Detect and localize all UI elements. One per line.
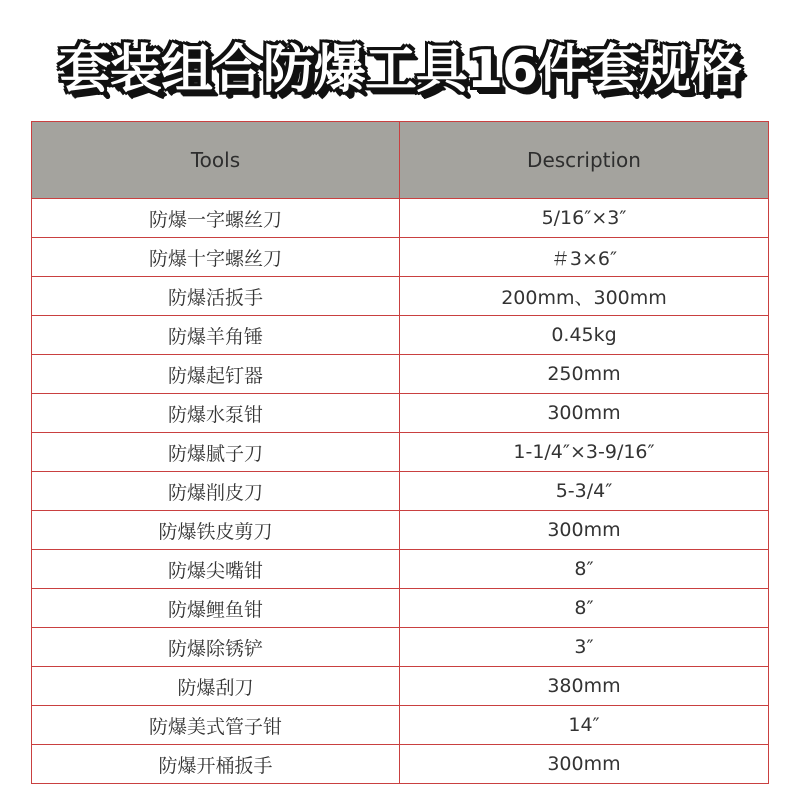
description-cell: 5-3/4″: [400, 472, 769, 511]
tool-name-cell: 防爆美式管子钳: [32, 706, 400, 745]
tool-name-cell: 防爆羊角锤: [32, 316, 400, 355]
description-cell: 250mm: [400, 355, 769, 394]
tool-name-cell: 防爆开桶扳手: [32, 745, 400, 784]
description-cell: 300mm: [400, 745, 769, 784]
tool-name-cell: 防爆起钉器: [32, 355, 400, 394]
description-cell: 300mm: [400, 394, 769, 433]
spec-table: [31, 121, 769, 784]
tool-name-cell: 防爆鲤鱼钳: [32, 589, 400, 628]
table-row: [32, 238, 769, 277]
table-row: [32, 472, 769, 511]
table-row: [32, 277, 769, 316]
description-cell: 380mm: [400, 667, 769, 706]
description-cell: 14″: [400, 706, 769, 745]
header-description: Description: [400, 122, 769, 199]
table-row: [32, 511, 769, 550]
description-cell: 1-1/4″×3-9/16″: [400, 433, 769, 472]
tool-name-cell: 防爆削皮刀: [32, 472, 400, 511]
table-row: [32, 628, 769, 667]
table-row: [32, 745, 769, 784]
description-cell: 0.45kg: [400, 316, 769, 355]
description-cell: 200mm、300mm: [400, 277, 769, 316]
tool-name-cell: 防爆水泵钳: [32, 394, 400, 433]
tool-name-cell: 防爆铁皮剪刀: [32, 511, 400, 550]
tool-name-cell: 防爆除锈铲: [32, 628, 400, 667]
table-row: [32, 199, 769, 238]
description-cell: ＃3×6″: [400, 238, 769, 277]
tool-name-cell: 防爆一字螺丝刀: [32, 199, 400, 238]
table-row: [32, 355, 769, 394]
header-tools: Tools: [32, 122, 400, 199]
description-cell: 8″: [400, 589, 769, 628]
table-row: [32, 667, 769, 706]
tool-name-cell: 防爆十字螺丝刀: [32, 238, 400, 277]
tool-name-cell: 防爆活扳手: [32, 277, 400, 316]
description-cell: 8″: [400, 550, 769, 589]
table-row: [32, 394, 769, 433]
table-row: [32, 433, 769, 472]
table-row: [32, 706, 769, 745]
table-header-row: [32, 122, 769, 199]
page-title: 套装组合防爆工具16件套规格: [58, 39, 742, 100]
table-row: [32, 589, 769, 628]
tool-name-cell: 防爆刮刀: [32, 667, 400, 706]
description-cell: 300mm: [400, 511, 769, 550]
tool-name-cell: 防爆腻子刀: [32, 433, 400, 472]
description-cell: 5/16″×3″: [400, 199, 769, 238]
table-row: [32, 550, 769, 589]
description-cell: 3″: [400, 628, 769, 667]
tool-name-cell: 防爆尖嘴钳: [32, 550, 400, 589]
table-row: [32, 316, 769, 355]
